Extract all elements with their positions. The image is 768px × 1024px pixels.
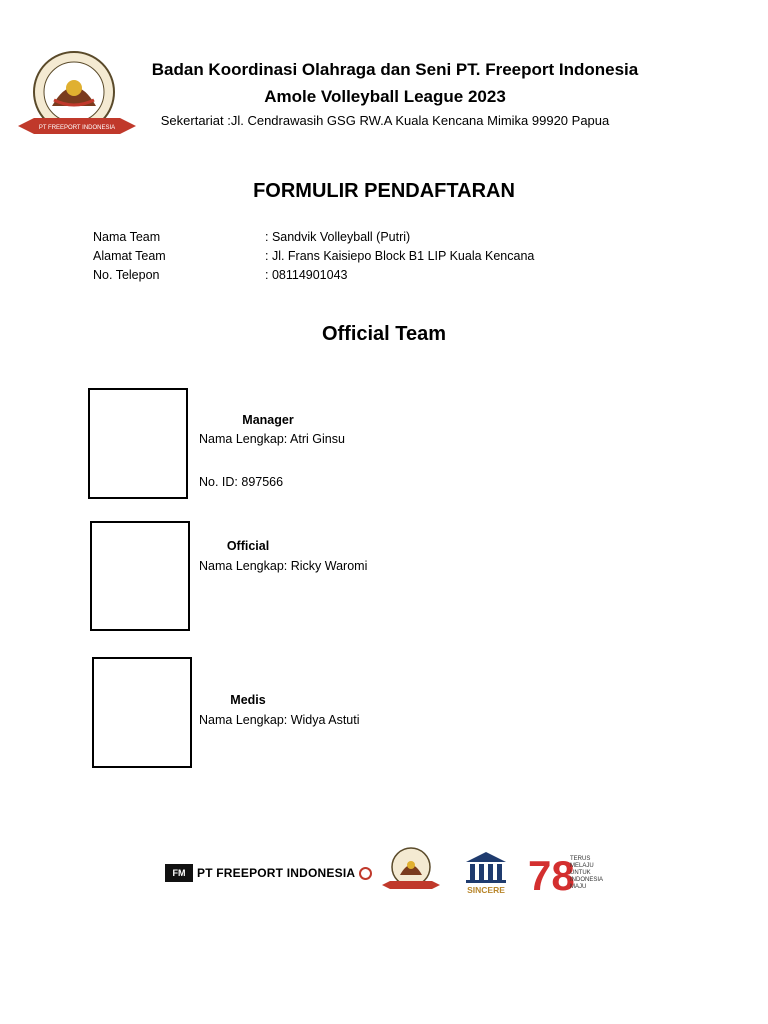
svg-text:MELAJU: MELAJU: [570, 863, 594, 869]
header-event-name: Amole Volleyball League 2023: [264, 87, 506, 106]
ptfi-text: PT FREEPORT INDONESIA: [197, 866, 356, 880]
photo-box-official: [90, 521, 190, 631]
photo-box-manager: [88, 388, 188, 499]
manager-name: Nama Lengkap: Atri Ginsu: [199, 432, 345, 446]
field-label-team-address: Alamat Team: [93, 249, 166, 263]
svg-text:INDONESIA: INDONESIA: [570, 877, 604, 883]
svg-text:PT FREEPORT INDONESIA: PT FREEPORT INDONESIA: [38, 125, 116, 131]
ptfi-ring-icon: [359, 867, 372, 880]
photo-box-medis: [92, 657, 192, 768]
svg-text:TERUS: TERUS: [570, 856, 591, 862]
official-team-title: Official Team: [321, 323, 447, 345]
ptfi-mark: FM: [165, 864, 193, 882]
role-medis: Medis: [230, 693, 266, 707]
svg-text:SINCERE: SINCERE: [467, 885, 505, 895]
ptfi-logo: [165, 862, 375, 884]
manager-id: No. ID: 897566: [199, 475, 284, 489]
header-address: Sekertariat :Jl. Cendrawasih GSG RW.A Kuala Kencana Mimika 99920 Papua: [160, 113, 610, 128]
field-value-team-name: : Sandvik Volleyball (Putri): [265, 230, 411, 244]
form-title: FORMULIR PENDAFTARAN: [253, 180, 515, 202]
svg-text:78: 78: [528, 852, 575, 896]
medis-name: Nama Lengkap: Widya Astuti: [199, 713, 360, 727]
svg-text:MAJU: MAJU: [570, 884, 587, 890]
field-value-team-address: : Jl. Frans Kaisiepo Block B1 LIP Kuala Kencana: [265, 249, 535, 263]
role-official: Official: [226, 539, 270, 553]
role-manager: Manager: [242, 413, 294, 427]
official-name: Nama Lengkap: Ricky Waromi: [199, 559, 368, 573]
field-label-phone: No. Telepon: [93, 268, 160, 282]
svg-text:UNTUK: UNTUK: [570, 870, 591, 876]
header-org-name: Badan Koordinasi Olahraga dan Seni PT. Freeport Indonesia: [151, 60, 639, 79]
ri78-logo: [528, 850, 613, 896]
field-label-team-name: Nama Team: [93, 230, 161, 244]
sincere-logo: [462, 848, 510, 896]
field-value-phone: : 08114901043: [265, 268, 348, 282]
borse-logo-small: [380, 845, 442, 897]
